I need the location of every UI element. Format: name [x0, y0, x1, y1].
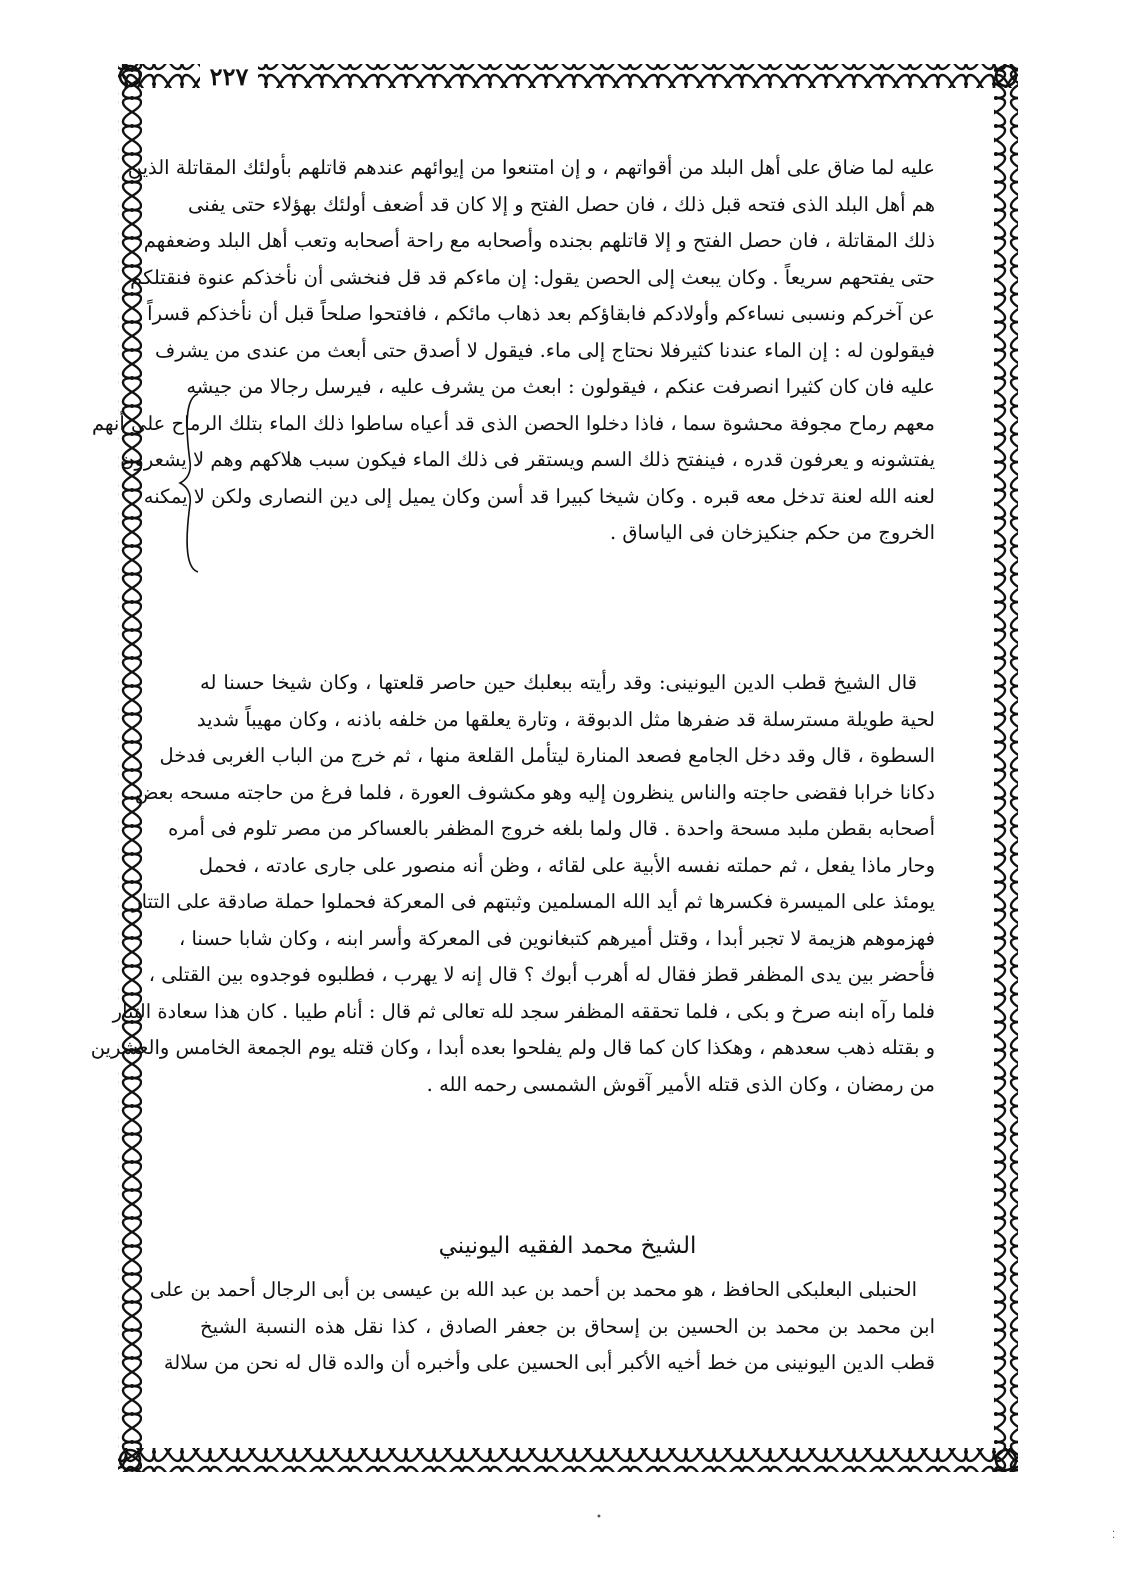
section-heading: الشيخ محمد الفقيه اليونيني	[438, 1233, 697, 1259]
page-number: ٢٢٧	[200, 62, 258, 92]
text-line: دكانا خرابا فقضى حاجته والناس ينظرون إليه وهو مكشوف العورة ، فلما فرغ من حاجته مسحه بعض	[134, 780, 935, 804]
text-line: أصحابه بقطن ملبد مسحة واحدة . قال ولما بلغه خروج المظفر بالعساكر من مصر تلوم فى أمره	[168, 817, 935, 840]
text-line: الحنبلى البعلبكى الحافظ ، هو محمد بن أحمد بن عبد الله بن عيسى بن أبى الرجال أحمد بن على	[149, 1278, 917, 1301]
text-line: لحية طويلة مسترسلة قد ضفرها مثل الدبوقة ، وتارة يعلقها من خلفه باذنه ، وكان مهيباً شديد	[196, 707, 935, 731]
text-line: فيقولون له : إن الماء عندنا كثيرفلا نحتاج إلى ماء. فيقول لا أصدق حتى أبعث من عندى من يشرف	[155, 338, 935, 362]
scan-speck: ⁚	[1112, 1530, 1116, 1541]
text-line: لعنه الله لعنة تدخل معه قبره . وكان شيخا كبيرا قد أسن وكان يميل إلى دين النصارى ولكن لا يمكنه	[143, 484, 935, 508]
text-line: هم أهل البلد الذى فتحه قبل ذلك ، فان حصل الفتح و إلا كان قد أضعف أولئك بهؤلاء حتى يفنى	[188, 192, 935, 216]
text-line: عليه لما ضاق على أهل البلد من أقواتهم ، و إن امتنعوا من إيوائهم عندهم قاتلهم بأولئك المقاتلة الذين	[127, 156, 935, 179]
paragraph-2	[90, 665, 935, 1103]
text-line: عن آخركم ونسبى نساءكم وأولادكم فابقاؤكم بعد ذهاب مائكم ، فافتحوا صلحاً قبل أن نأخذكم قسراً	[147, 302, 935, 325]
text-line: عليه فان كان كثيرا انصرفت عنكم ، فيقولون : ابعث من يشرف عليه ، فيرسل رجالا من جيشه	[186, 375, 935, 398]
paragraph-3	[149, 1272, 935, 1382]
text-line: فأحضر بين يدى المظفر قطز فقال له أهرب أبوك ؟ قال إنه لا يهرب ، فطلبوه فوجدوه بين القتلى ،	[148, 963, 935, 986]
text-line: قال الشيخ قطب الدين اليونينى: وقد رأيته ببعلبك حين حاصر قلعتها ، وكان شيخا حسنا له	[200, 671, 917, 694]
text-line: حتى يفتحهم سريعاً . وكان يبعث إلى الحصن يقول: إن ماءكم قد قل فنخشى أن نأخذكم عنوة فنقتلكم	[130, 265, 935, 289]
text-line: السطوة ، قال وقد دخل الجامع فصعد المنارة ليتأمل القلعة منها ، ثم خرج من الباب الغربى فدخل	[159, 744, 935, 767]
text-line: فلما رآه ابنه صرخ و بكى ، فلما تحققه المظفر سجد لله تعالى ثم قال : أنام طيبا . كان هذا سعادة التتار	[112, 999, 935, 1023]
scan-speck: •	[596, 1512, 602, 1523]
text-line: ذلك المقاتلة ، فان حصل الفتح و إلا قاتلهم بجنده وأصحابه مع راحة أصحابه وتعب أهل البلد وضعفهم	[143, 229, 935, 252]
text-line: ابن محمد بن محمد بن الحسين بن إسحاق بن جعفر الصادق ، كذا نقل هذه النسبة الشيخ	[200, 1314, 935, 1338]
text-line: يفتشونه و يعرفون قدره ، فينفتح ذلك السم ويستقر فى ذلك الماء فيكون سبب هلاكهم وهم لا يشعرون	[120, 448, 935, 471]
paragraph-1	[91, 150, 935, 552]
text-line: و بقتله ذهب سعدهم ، وهكذا كان كما قال ولم يفلحوا بعده أبدا ، وكان قتله يوم الجمعة الخامس والعشرين	[90, 1036, 935, 1059]
text-line: فهزموهم هزيمة لا تجبر أبدا ، وقتل أميرهم كتبغانوين فى المعركة وأسر ابنه ، وكان شابا حسنا ،	[178, 926, 935, 950]
text-line: الخروج من حكم جنكيزخان فى الياساق .	[609, 521, 935, 544]
text-line: معهم رماح مجوفة محشوة سما ، فاذا دخلوا الحصن الذى قد أعياه ساطوا ذلك الماء بتلك الرماح على أنهم	[91, 411, 935, 435]
text-line: يومئذ على الميسرة فكسرها ثم أيد الله المسلمين وثبتهم فى المعركة فحملوا حملة صادقة على التتار	[132, 890, 935, 913]
text-line: من رمضان ، وكان الذى قتله الأمير آقوش الشمسى رحمه الله .	[426, 1072, 935, 1096]
text-line: وحار ماذا يفعل ، ثم حملته نفسه الأبية على لقائه ، وظن أنه منصور على جارى عادته ، فحمل	[198, 853, 935, 877]
margin-bracket	[178, 392, 202, 574]
text-line: قطب الدين اليونينى من خط أخيه الأكبر أبى الحسين على وأخبره أن والده قال له نحن من سلالة	[163, 1351, 935, 1374]
